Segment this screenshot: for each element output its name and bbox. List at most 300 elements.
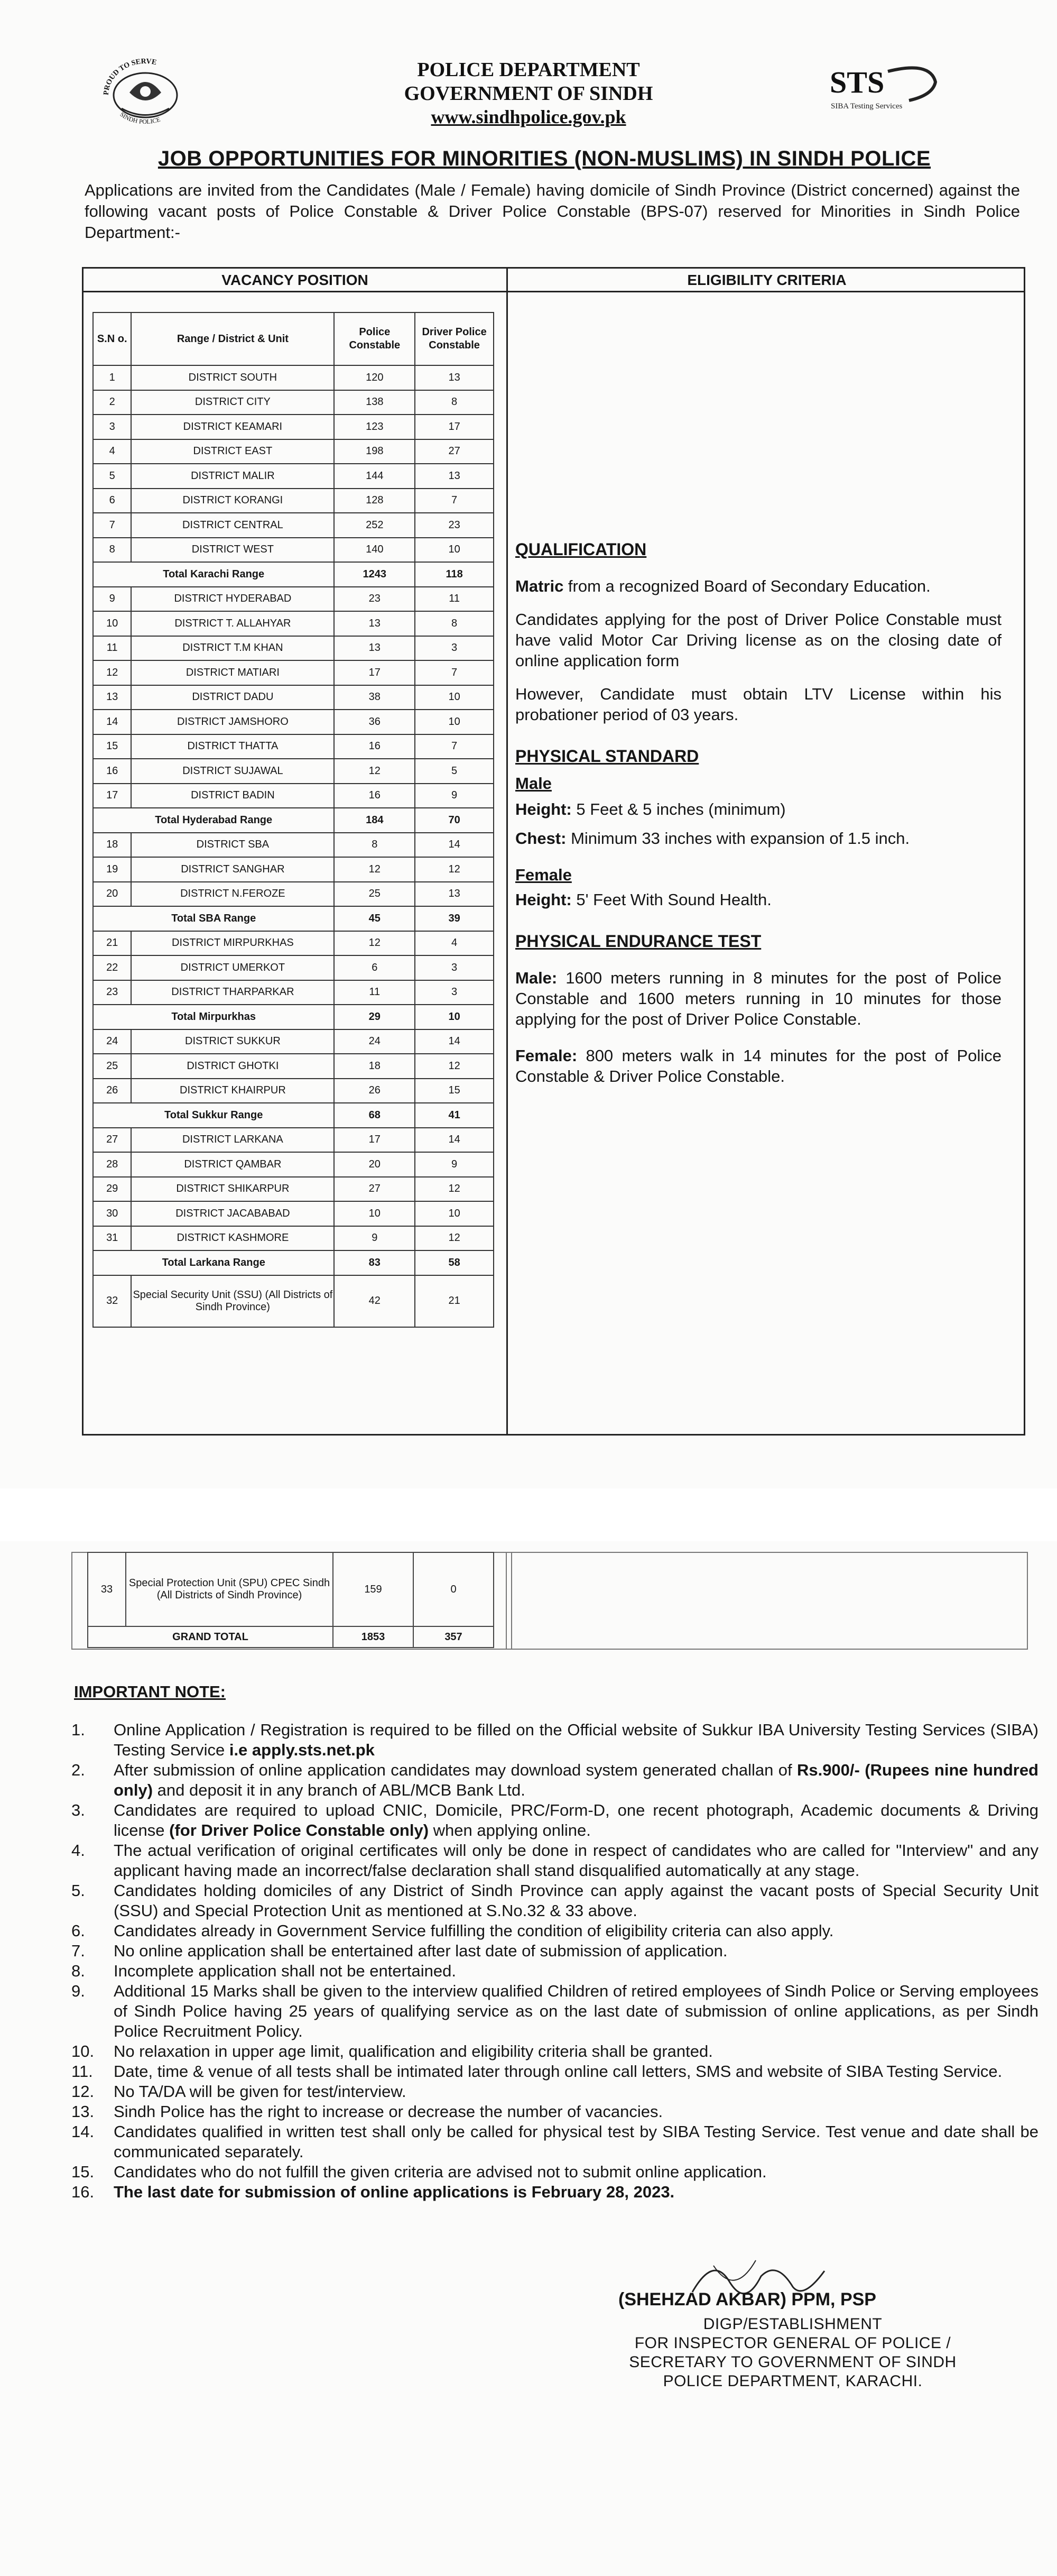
police-constable-count: 24 — [334, 1029, 415, 1054]
police-constable-count: 25 — [334, 882, 415, 907]
important-note-item — [71, 2182, 1039, 2202]
table-row — [93, 1152, 494, 1177]
table-row — [93, 882, 494, 907]
note-text: Incomplete application shall not be entertained. — [114, 1962, 456, 1980]
serial-number-cell: 31 — [93, 1226, 131, 1251]
serial-number-cell: 23 — [93, 980, 131, 1005]
signatory-line-1: DIGP/ESTABLISHMENT — [703, 2315, 883, 2333]
driver-constable-count: 10 — [415, 1201, 494, 1226]
col-header-sno: S.N o. — [93, 312, 131, 365]
driver-constable-count: 17 — [415, 415, 494, 439]
grand-total-row — [88, 1626, 494, 1648]
table-row — [93, 1054, 494, 1079]
driver-constable-count: 11 — [415, 587, 494, 612]
table-row — [93, 439, 494, 464]
table-row — [93, 685, 494, 710]
unit-name-cell: DISTRICT CENTRAL — [131, 513, 334, 538]
driver-constable-count: 7 — [415, 660, 494, 685]
height-label: Height: — [515, 800, 572, 818]
vacancy-table-continued — [87, 1552, 494, 1648]
svg-text:SINDH POLICE — [119, 111, 161, 125]
physical-standard-title: PHYSICAL STANDARD — [515, 747, 699, 766]
table-row — [93, 710, 494, 734]
police-constable-count: 23 — [334, 587, 415, 612]
police-constable-count: 6 — [334, 955, 415, 980]
serial-number-cell: 29 — [93, 1177, 131, 1202]
range-total-label: Total Mirpurkhas — [93, 1005, 334, 1029]
note-text: Candidates already in Government Service fulfilling the condition of eligibility criteria can also apply. — [114, 1921, 834, 1940]
vacancy-table-body — [93, 365, 494, 1327]
important-note-item — [71, 1800, 1039, 1841]
police-constable-count: 27 — [334, 1177, 415, 1202]
unit-name-cell: DISTRICT LARKANA — [131, 1128, 334, 1153]
unit-name-cell: DISTRICT THARPARKAR — [131, 980, 334, 1005]
frame-divider — [506, 269, 508, 1434]
important-note-item — [71, 2122, 1039, 2162]
important-note-item — [71, 2062, 1039, 2082]
serial-number-cell: 5 — [93, 464, 131, 489]
table-row — [93, 833, 494, 858]
serial-number-cell: 8 — [93, 538, 131, 563]
police-constable-count: 252 — [334, 513, 415, 538]
police-constable-count: 17 — [334, 1128, 415, 1153]
website-link[interactable]: www.sindhpolice.gov.pk — [431, 106, 626, 127]
table-row — [93, 1275, 494, 1327]
driver-constable-count: 58 — [415, 1250, 494, 1275]
police-constable-count: 138 — [334, 390, 415, 415]
female-endurance-label: Female: — [515, 1046, 578, 1065]
important-note-title: IMPORTANT NOTE: — [74, 1682, 226, 1701]
unit-name-cell: DISTRICT T.M KHAN — [131, 636, 334, 661]
table-row — [93, 1226, 494, 1251]
unit-name-cell: DISTRICT SOUTH — [131, 365, 334, 390]
table-row — [93, 1201, 494, 1226]
note-text: No TA/DA will be given for test/interview. — [114, 2082, 406, 2101]
unit-name-cell: DISTRICT EAST — [131, 439, 334, 464]
important-note-item — [71, 2102, 1039, 2122]
driver-constable-count: 10 — [415, 1005, 494, 1029]
unit-name-cell: DISTRICT MALIR — [131, 464, 334, 489]
female-height-label: Height: — [515, 890, 572, 909]
col-header-police-constable: Police Constable — [334, 312, 415, 365]
driver-constable-count: 15 — [415, 1079, 494, 1103]
note-number: 6. — [71, 1921, 85, 1940]
range-total-label: Total Sukkur Range — [93, 1103, 334, 1128]
signatory-line-4: POLICE DEPARTMENT, KARACHI. — [663, 2372, 923, 2390]
continued-frame-divider-2 — [511, 1553, 512, 1649]
driver-constable-count: 23 — [415, 513, 494, 538]
serial-number-cell: 22 — [93, 955, 131, 980]
logo-motto-text: PROUD TO SERVE — [102, 57, 157, 96]
driver-constable-count: 3 — [415, 955, 494, 980]
police-constable-count: 12 — [334, 759, 415, 784]
table-row — [93, 1029, 494, 1054]
police-constable-count: 120 — [334, 365, 415, 390]
table-row — [93, 955, 494, 980]
driver-constable-count: 14 — [415, 833, 494, 858]
police-constable-count: 16 — [334, 784, 415, 808]
signatory-line-3: SECRETARY TO GOVERNMENT OF SINDH — [629, 2353, 957, 2371]
serial-number-cell: 24 — [93, 1029, 131, 1054]
note-number: 5. — [71, 1881, 85, 1900]
driver-constable-count: 3 — [415, 980, 494, 1005]
col-header-unit: Range / District & Unit — [131, 312, 334, 365]
serial-number-cell: 15 — [93, 734, 131, 759]
serial-number-cell: 16 — [93, 759, 131, 784]
matric-label: Matric — [515, 577, 564, 595]
male-height-value: 5 Feet & 5 inches (minimum) — [571, 800, 786, 818]
serial-number-cell: 1 — [93, 365, 131, 390]
table-row — [93, 784, 494, 808]
police-constable-count: 36 — [334, 710, 415, 734]
important-notes-list — [71, 1720, 1039, 2202]
male-chest — [515, 828, 1002, 849]
important-note-item — [71, 1841, 1039, 1881]
driver-constable-count: 7 — [415, 734, 494, 759]
table-row — [93, 415, 494, 439]
note-text: Candidates who do not fulfill the given criteria are advised not to submit online application. — [114, 2163, 767, 2181]
table-row — [93, 1079, 494, 1103]
unit-name-cell: DISTRICT UMERKOT — [131, 955, 334, 980]
police-constable-count: 45 — [334, 906, 415, 931]
note-number: 1. — [71, 1721, 85, 1739]
note-number: 15. — [71, 2163, 95, 2181]
driver-constable-count: 13 — [415, 365, 494, 390]
range-total-row — [93, 562, 494, 587]
unit-name-cell: DISTRICT SHIKARPUR — [131, 1177, 334, 1202]
driver-constable-count: 357 — [413, 1626, 494, 1648]
unit-name-cell: DISTRICT BADIN — [131, 784, 334, 808]
range-total-label: Total Karachi Range — [93, 562, 334, 587]
police-constable-count: 38 — [334, 685, 415, 710]
driver-constable-count: 39 — [415, 906, 494, 931]
table-row — [93, 931, 494, 956]
driver-constable-count: 8 — [415, 390, 494, 415]
important-note-item — [71, 1881, 1039, 1921]
note-emphasis: The last date for submission of online applications is February 28, 2023. — [114, 2183, 675, 2201]
continued-table-body — [88, 1552, 494, 1648]
range-total-row — [93, 1250, 494, 1275]
driver-constable-count: 5 — [415, 759, 494, 784]
note-text: Sindh Police has the right to increase or decrease the number of vacancies. — [114, 2102, 663, 2121]
driver-constable-count: 3 — [415, 636, 494, 661]
note-number: 8. — [71, 1962, 85, 1980]
unit-name-cell: DISTRICT MIRPURKHAS — [131, 931, 334, 956]
serial-number-cell: 19 — [93, 857, 131, 882]
unit-name-cell: DISTRICT DADU — [131, 685, 334, 710]
police-constable-count: 128 — [334, 489, 415, 513]
driver-constable-count: 12 — [415, 1177, 494, 1202]
unit-name-cell: DISTRICT KEAMARI — [131, 415, 334, 439]
range-total-row — [93, 1103, 494, 1128]
serial-number-cell: 6 — [93, 489, 131, 513]
continued-frame-divider — [506, 1553, 507, 1649]
male-endurance-text: 1600 meters running in 8 minutes for the post of Police Constable and 1600 meters running in 10 minutes for those applying for the post of Driver Police Constable. — [515, 969, 1002, 1028]
serial-number-cell: 12 — [93, 660, 131, 685]
range-total-label: Total SBA Range — [93, 906, 334, 931]
driver-constable-count: 41 — [415, 1103, 494, 1128]
police-constable-count: 17 — [334, 660, 415, 685]
range-total-label: Total Hyderabad Range — [93, 808, 334, 833]
police-constable-count: 11 — [334, 980, 415, 1005]
note-emphasis: (for Driver Police Constable only) — [169, 1821, 429, 1839]
intro-paragraph: Applications are invited from the Candidates (Male / Female) having domicile of Sindh Province (District concerned) against the following vacant posts of Police Constable & Driver Police Constable (BPS-07) reserved for Minorities in Sindh Police Department:- — [85, 181, 1020, 242]
police-constable-count: 16 — [334, 734, 415, 759]
note-emphasis: Rs.900/- (Rupees nine hundred only) — [114, 1761, 1039, 1799]
important-note-item — [71, 2162, 1039, 2182]
note-text: Additional 15 Marks shall be given to the interview qualified Children of retired employees of Sindh Police or Serving employees of Sindh Police having 25 years of qualifying service as on the last date of submission of online applications, as per Sindh Police Recruitment Policy. — [114, 1982, 1039, 2040]
unit-name-cell: Special Security Unit (SSU) (All Districts of Sindh Province) — [131, 1275, 334, 1327]
male-height — [515, 799, 1002, 820]
unit-name-cell: DISTRICT KHAIRPUR — [131, 1079, 334, 1103]
note-text-tail: when applying online. — [429, 1821, 591, 1839]
note-number: 11. — [71, 2062, 93, 2081]
important-note-item — [71, 1981, 1039, 2041]
table-row — [93, 390, 494, 415]
note-number: 9. — [71, 1982, 85, 2000]
police-constable-count: 26 — [334, 1079, 415, 1103]
important-note-item — [71, 1921, 1039, 1941]
serial-number-cell: 2 — [93, 390, 131, 415]
important-note-item — [71, 1760, 1039, 1800]
serial-number-cell: 27 — [93, 1128, 131, 1153]
serial-number-cell: 10 — [93, 611, 131, 636]
department-heading: POLICE DEPARTMENT — [417, 59, 640, 81]
driver-constable-count: 70 — [415, 808, 494, 833]
serial-number-cell: 20 — [93, 882, 131, 907]
unit-name-cell: DISTRICT KASHMORE — [131, 1226, 334, 1251]
police-constable-count: 1853 — [333, 1626, 413, 1648]
police-constable-count: 123 — [334, 415, 415, 439]
signatory-line-2: FOR INSPECTOR GENERAL OF POLICE / — [634, 2334, 951, 2352]
unit-name-cell: DISTRICT N.FEROZE — [131, 882, 334, 907]
note-text-tail: and deposit it in any branch of ABL/MCB Bank Ltd. — [153, 1781, 525, 1799]
serial-number-cell: 13 — [93, 685, 131, 710]
police-constable-count: 68 — [334, 1103, 415, 1128]
note-emphasis: i.e apply.sts.net.pk — [229, 1741, 375, 1759]
driver-constable-count: 12 — [415, 857, 494, 882]
driver-constable-count: 4 — [415, 931, 494, 956]
note-number: 14. — [71, 2122, 95, 2141]
unit-name-cell: Special Protection Unit (SPU) CPEC Sindh (All Districts of Sindh Province) — [126, 1552, 333, 1626]
police-constable-count: 8 — [334, 833, 415, 858]
serial-number-cell: 9 — [93, 587, 131, 612]
driver-constable-count: 27 — [415, 439, 494, 464]
driver-constable-count: 9 — [415, 1152, 494, 1177]
police-constable-count: 184 — [334, 808, 415, 833]
serial-number-cell: 11 — [93, 636, 131, 661]
female-endurance-text: 800 meters walk in 14 minutes for the post of Police Constable & Driver Police Constable. — [515, 1046, 1002, 1085]
unit-name-cell: DISTRICT KORANGI — [131, 489, 334, 513]
note-text: Date, time & venue of all tests shall be intimated later through online call letters, SMS and website of SIBA Testing Service. — [114, 2062, 1003, 2081]
unit-name-cell: DISTRICT THATTA — [131, 734, 334, 759]
driver-constable-count: 14 — [415, 1029, 494, 1054]
important-note-item — [71, 1720, 1039, 1760]
table-row — [93, 980, 494, 1005]
eligibility-criteria — [515, 539, 1002, 1087]
note-number: 4. — [71, 1841, 85, 1860]
unit-name-cell: DISTRICT HYDERABAD — [131, 587, 334, 612]
serial-number-cell: 21 — [93, 931, 131, 956]
matric-text: from a recognized Board of Secondary Education. — [563, 577, 931, 595]
table-row — [93, 365, 494, 390]
table-row — [93, 660, 494, 685]
male-endurance-label: Male: — [515, 969, 558, 987]
driver-constable-count: 10 — [415, 685, 494, 710]
police-constable-count: 159 — [333, 1552, 413, 1626]
police-constable-count: 83 — [334, 1250, 415, 1275]
serial-number-cell: 17 — [93, 784, 131, 808]
driver-constable-count: 9 — [415, 784, 494, 808]
female-height-value: 5' Feet With Sound Health. — [571, 890, 772, 909]
table-row — [93, 759, 494, 784]
female-height — [515, 889, 1002, 910]
vacancy-position-heading: VACANCY POSITION — [221, 272, 368, 288]
male-endurance — [515, 968, 1002, 1029]
sts-logo — [824, 50, 946, 124]
police-constable-count: 12 — [334, 931, 415, 956]
police-constable-count: 29 — [334, 1005, 415, 1029]
police-constable-count: 10 — [334, 1201, 415, 1226]
signatory-designation — [592, 2315, 994, 2391]
police-constable-count: 9 — [334, 1226, 415, 1251]
police-constable-count: 13 — [334, 636, 415, 661]
government-heading: GOVERNMENT OF SINDH — [404, 82, 653, 105]
female-endurance — [515, 1045, 1002, 1087]
range-total-row — [93, 906, 494, 931]
note-text: Candidates holding domiciles of any District of Sindh Province can apply against the vacant posts of Special Security Unit (SSU) and Special Protection Unit as mentioned at S.No.32 & 33 above. — [114, 1881, 1039, 1920]
frame-header-rule — [84, 291, 1024, 292]
table-row — [88, 1552, 494, 1626]
unit-name-cell: DISTRICT SANGHAR — [131, 857, 334, 882]
table-row — [93, 489, 494, 513]
note-number: 7. — [71, 1942, 85, 1960]
note-number: 12. — [71, 2082, 95, 2101]
unit-name-cell: DISTRICT QAMBAR — [131, 1152, 334, 1177]
driver-constable-count: 12 — [415, 1054, 494, 1079]
col-header-driver-police-constable: Driver Police Constable — [415, 312, 494, 365]
unit-name-cell: DISTRICT GHOTKI — [131, 1054, 334, 1079]
range-total-label: Total Larkana Range — [93, 1250, 334, 1275]
note-number: 2. — [71, 1761, 85, 1779]
note-number: 13. — [71, 2102, 95, 2121]
unit-name-cell: DISTRICT MATIARI — [131, 660, 334, 685]
table-row — [93, 538, 494, 563]
driver-constable-count: 10 — [415, 538, 494, 563]
note-number: 3. — [71, 1801, 85, 1819]
endurance-test-title: PHYSICAL ENDURANCE TEST — [515, 932, 762, 951]
note-number: 10. — [71, 2042, 95, 2060]
police-constable-count: 198 — [334, 439, 415, 464]
note-text: Candidates are required to upload CNIC, Domicile, PRC/Form-D, one recent photograph, Academic documents & Driving license — [114, 1801, 1039, 1839]
eligibility-criteria-heading: ELIGIBILITY CRITERIA — [687, 272, 847, 288]
range-total-row — [93, 808, 494, 833]
sts-logo-text: STS — [830, 65, 885, 99]
unit-name-cell: DISTRICT SUJAWAL — [131, 759, 334, 784]
serial-number-cell: 30 — [93, 1201, 131, 1226]
serial-number-cell: 26 — [93, 1079, 131, 1103]
note-text: No relaxation in upper age limit, qualification and eligibility criteria shall be granted. — [114, 2042, 713, 2060]
chest-label: Chest: — [515, 829, 567, 848]
note-text: No online application shall be entertained after last date of submission of application. — [114, 1942, 728, 1960]
driver-constable-count: 118 — [415, 562, 494, 587]
unit-name-cell: DISTRICT JAMSHORO — [131, 710, 334, 734]
matric-requirement — [515, 576, 1002, 596]
serial-number-cell: 32 — [93, 1275, 131, 1327]
note-text: Candidates qualified in written test shall only be called for physical test by SIBA Testing Service. Test venue and date shall be communicated separately. — [114, 2122, 1039, 2161]
grand-total-label: GRAND TOTAL — [88, 1626, 333, 1648]
job-title: JOB OPPORTUNITIES FOR MINORITIES (NON-MUSLIMS) IN SINDH POLICE — [157, 147, 931, 170]
signatory-name: (SHEHZAD AKBAR) PPM, PSP — [618, 2289, 876, 2310]
sindh-police-logo — [92, 50, 198, 130]
driver-license-requirement: Candidates applying for the post of Driver Police Constable must have valid Motor Car Driving license as on the closing date of online application form — [515, 610, 1002, 670]
male-standard-title: Male — [515, 774, 552, 793]
note-number: 16. — [71, 2183, 95, 2201]
police-constable-count: 140 — [334, 538, 415, 563]
serial-number-cell: 14 — [93, 710, 131, 734]
unit-name-cell: DISTRICT SBA — [131, 833, 334, 858]
important-note-item — [71, 1961, 1039, 1981]
police-constable-count: 144 — [334, 464, 415, 489]
driver-constable-count: 13 — [415, 882, 494, 907]
important-note-item — [71, 2041, 1039, 2062]
serial-number-cell: 25 — [93, 1054, 131, 1079]
note-text: The actual verification of original certificates will only be done in respect of candidates who are called for "Interview" and any applicant having made an incorrect/false declaration shall stand disqualified automatically at any stage. — [114, 1841, 1039, 1880]
important-note-item — [71, 2082, 1039, 2102]
ltv-license-requirement: However, Candidate must obtain LTV License within his probationer period of 03 years. — [515, 685, 1002, 724]
police-constable-count: 18 — [334, 1054, 415, 1079]
driver-constable-count: 21 — [415, 1275, 494, 1327]
note-text: Online Application / Registration is required to be filled on the Official website of Sukkur IBA University Testing Services (SIBA) Testing Service — [114, 1721, 1039, 1759]
serial-number-cell: 7 — [93, 513, 131, 538]
sts-logo-subtext: SIBA Testing Services — [831, 102, 903, 111]
unit-name-cell: DISTRICT SUKKUR — [131, 1029, 334, 1054]
table-row — [93, 857, 494, 882]
table-row — [93, 611, 494, 636]
unit-name-cell: DISTRICT WEST — [131, 538, 334, 563]
vacancy-table — [92, 312, 494, 1328]
driver-constable-count: 14 — [415, 1128, 494, 1153]
driver-constable-count: 8 — [415, 611, 494, 636]
important-note-item — [71, 1941, 1039, 1961]
table-row — [93, 1177, 494, 1202]
police-constable-count: 12 — [334, 857, 415, 882]
serial-number-cell: 33 — [88, 1552, 126, 1626]
serial-number-cell: 3 — [93, 415, 131, 439]
page-gap — [0, 1488, 1057, 1541]
serial-number-cell: 28 — [93, 1152, 131, 1177]
logo-police-text: SINDH POLICE — [118, 111, 162, 126]
male-chest-value: Minimum 33 inches with expansion of 1.5 inch. — [566, 829, 910, 848]
driver-constable-count: 12 — [415, 1226, 494, 1251]
driver-constable-count: 0 — [413, 1552, 494, 1626]
unit-name-cell: DISTRICT T. ALLAHYAR — [131, 611, 334, 636]
table-row — [93, 734, 494, 759]
driver-constable-count: 13 — [415, 464, 494, 489]
female-standard-title: Female — [515, 866, 572, 884]
unit-name-cell: DISTRICT JACABABAD — [131, 1201, 334, 1226]
range-total-row — [93, 1005, 494, 1029]
table-row — [93, 1128, 494, 1153]
serial-number-cell: 18 — [93, 833, 131, 858]
table-row — [93, 636, 494, 661]
police-constable-count: 13 — [334, 611, 415, 636]
serial-number-cell: 4 — [93, 439, 131, 464]
police-constable-count: 42 — [334, 1275, 415, 1327]
qualification-title: QUALIFICATION — [515, 540, 647, 559]
driver-constable-count: 7 — [415, 489, 494, 513]
unit-name-cell: DISTRICT CITY — [131, 390, 334, 415]
